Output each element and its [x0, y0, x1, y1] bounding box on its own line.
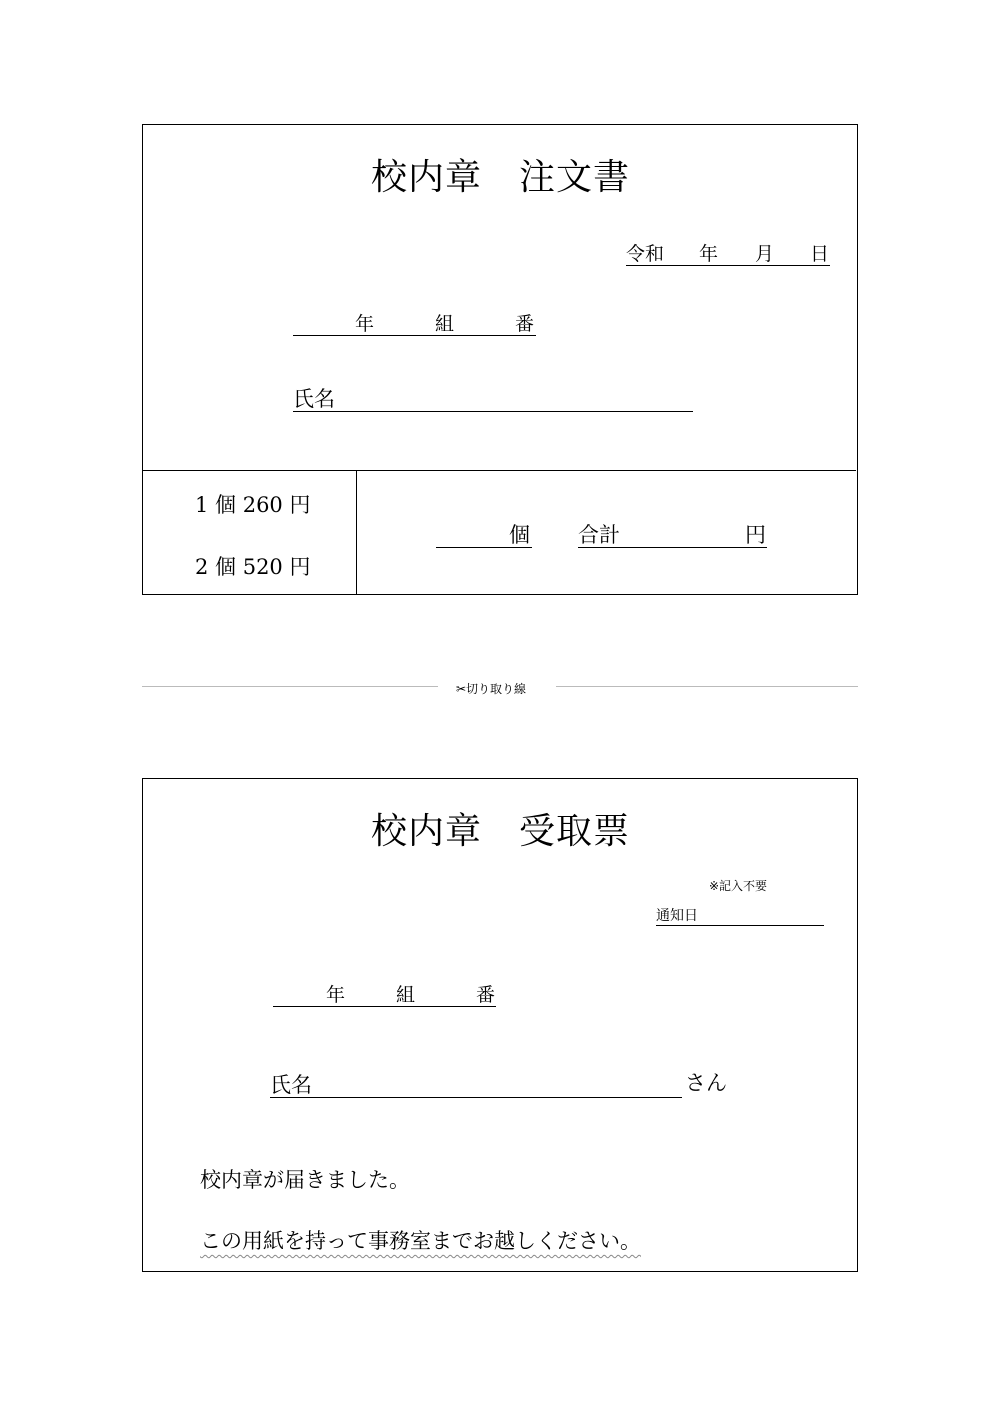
- cut-line-right: [556, 686, 858, 687]
- receipt-message-2: この用紙を持って事務室までお越しください。: [200, 1229, 641, 1253]
- number-label: 番: [515, 313, 535, 335]
- class-label: 組: [435, 313, 455, 335]
- receipt-note: ※記入不要: [709, 879, 768, 893]
- date-era: 令和: [626, 243, 665, 265]
- total-unit: 円: [745, 523, 766, 547]
- order-divider: [143, 470, 856, 471]
- receipt-class-label: 組: [396, 984, 416, 1006]
- cut-line-left: [142, 686, 438, 687]
- price-divider: [356, 470, 357, 594]
- date-month-label: 月: [755, 243, 775, 265]
- name-line[interactable]: [293, 383, 693, 412]
- receipt-grade-label: 年: [326, 984, 346, 1006]
- receipt-name-label: 氏名: [270, 1073, 312, 1097]
- quantity-unit: 個: [509, 523, 530, 547]
- receipt-number-label: 番: [476, 984, 496, 1006]
- cut-line-label: ✂切り取り線: [456, 682, 527, 696]
- total-label: 合計: [578, 523, 620, 547]
- receipt-title: 校内章 受取票: [371, 811, 631, 852]
- name-label: 氏名: [293, 387, 335, 411]
- order-form-card: [142, 124, 858, 595]
- class-line[interactable]: [293, 309, 536, 336]
- order-form-title: 校内章 注文書: [371, 157, 631, 198]
- grade-label: 年: [355, 313, 375, 335]
- date-year-label: 年: [699, 243, 719, 265]
- receipt-message-1: 校内章が届きました。: [200, 1168, 410, 1192]
- receipt-class-line[interactable]: [273, 980, 496, 1007]
- price-two: 2 個 520 円: [195, 555, 311, 579]
- price-one: 1 個 260 円: [195, 493, 311, 517]
- receipt-card: [142, 778, 858, 1272]
- receipt-name-line[interactable]: [270, 1069, 682, 1098]
- notify-date-label: 通知日: [656, 908, 698, 924]
- receipt-honorific: さん: [685, 1071, 727, 1095]
- date-day-label: 日: [810, 243, 830, 265]
